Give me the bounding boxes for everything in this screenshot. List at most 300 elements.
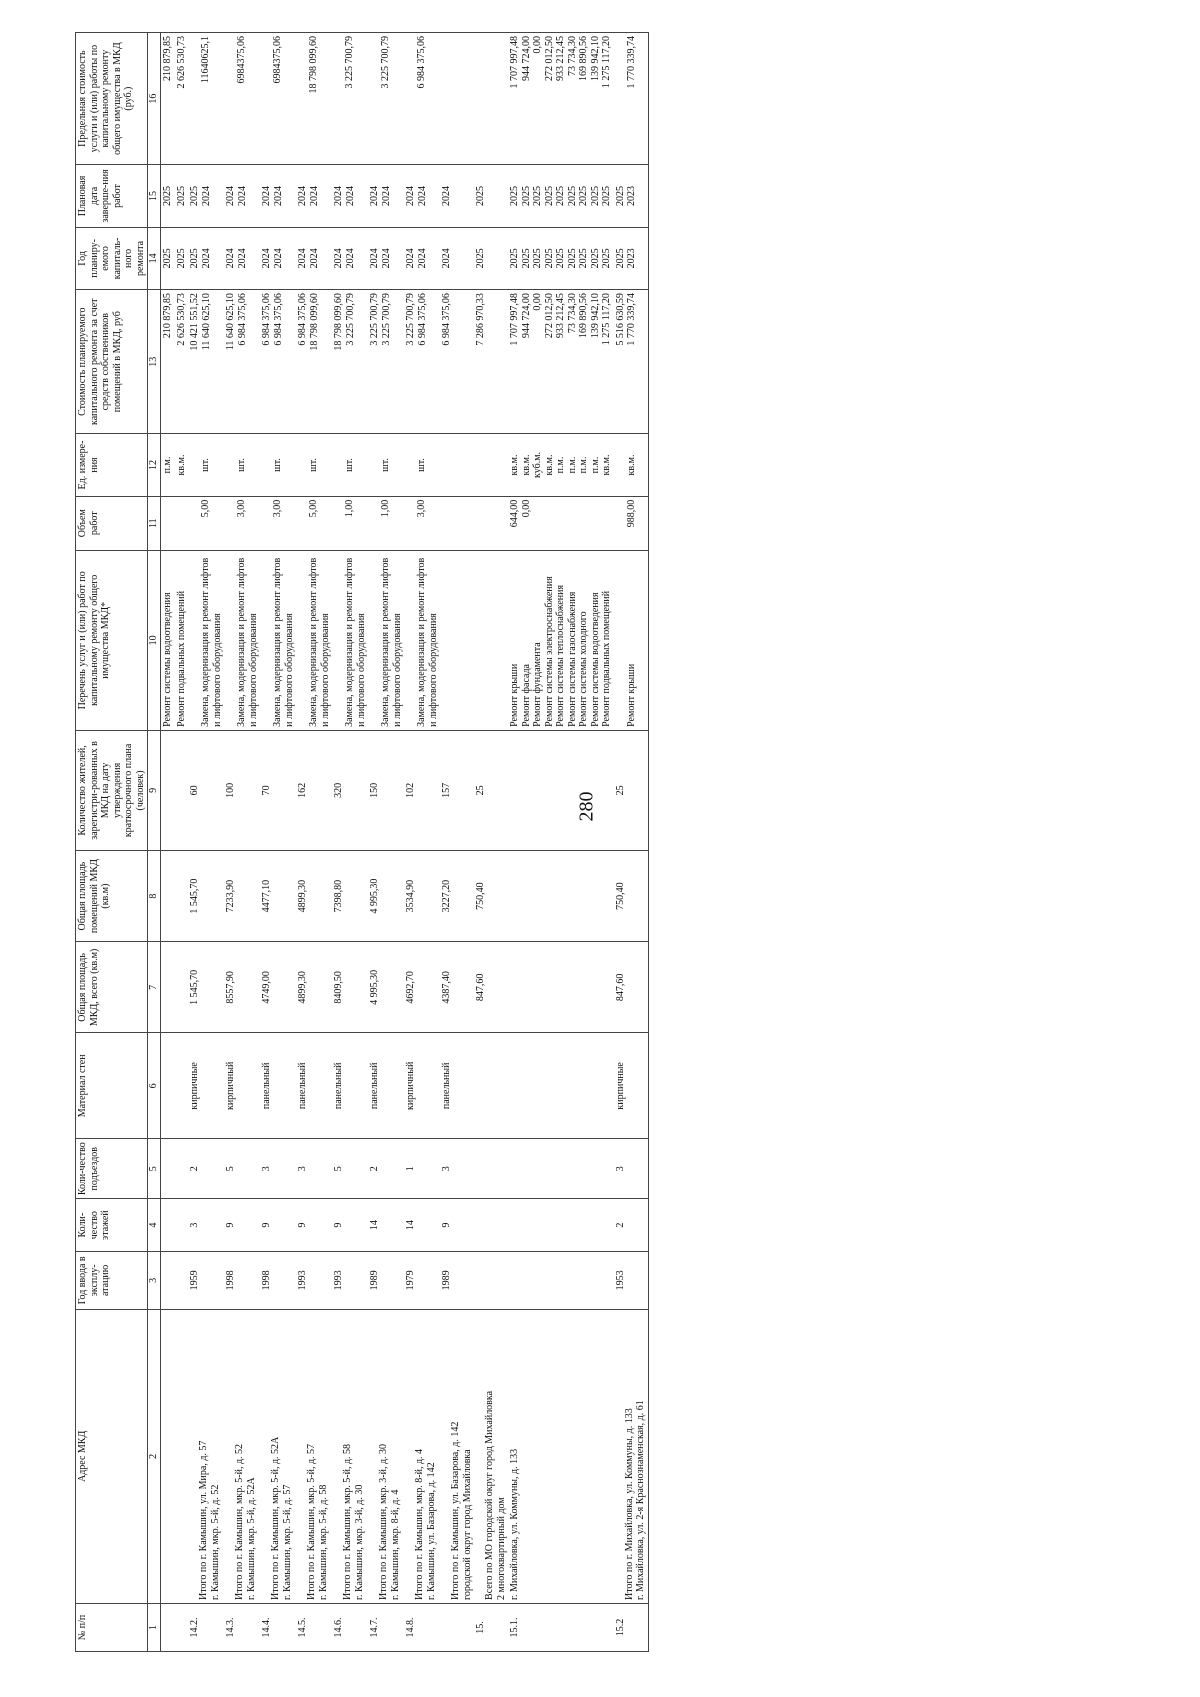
cell-line: 7 286 970,33 — [475, 293, 486, 346]
cell-res: 150 — [368, 730, 404, 850]
cell-line: 0,00 — [532, 293, 543, 311]
cell-vol — [224, 496, 260, 550]
cell-lim — [260, 33, 296, 165]
column-header: Плановая дата заверше-ния работ — [76, 165, 148, 227]
table-row — [404, 33, 440, 1652]
cell-line: 988,00 — [625, 499, 637, 528]
cell-res: 320 — [332, 730, 368, 850]
cell-cost — [260, 290, 296, 434]
cell-line: 2023 — [626, 185, 637, 206]
cell-line: 2 626 530,73 — [175, 293, 187, 346]
cell-fl — [175, 1199, 189, 1252]
cell-line: 2025 — [189, 185, 200, 206]
cell-line: п.м. — [555, 456, 566, 474]
cell-liv: 4899,30 — [296, 850, 332, 941]
cell-works — [368, 550, 404, 730]
cell-line: 2025 — [509, 185, 520, 206]
cell-vol — [332, 496, 368, 550]
cell-line: 3 225 700,79 — [344, 293, 356, 346]
cell-year: 1953 — [614, 1252, 649, 1310]
cell-works — [175, 550, 189, 730]
cell-line: 644,00 — [509, 499, 520, 528]
cell-num: 15. — [474, 1603, 508, 1651]
cell-line — [333, 500, 344, 547]
cell-addr: Итого по г. Камышин, мкр. 5-й, д. 58 г. Камышин, мкр. 3-й, д. 30 — [332, 1309, 368, 1603]
cell-line: 2024 — [225, 185, 236, 206]
cell-line — [369, 437, 380, 492]
cell-liv: 750,40 — [614, 850, 649, 941]
column-number-row — [148, 33, 161, 1652]
cell-addr: Итого по г. Камышин, мкр. 3-й, д. 30 г. Камышин, мкр. 8-й, д. 4 — [368, 1309, 404, 1603]
column-header: Общая площадь МКД, всего (кв.м) — [76, 942, 148, 1033]
cell-line: Ремонт фундамента — [532, 642, 543, 727]
cell-fl: 2 — [614, 1199, 649, 1252]
cell-line: 2025 — [189, 248, 200, 269]
page-number: 280 — [575, 791, 598, 822]
column-header: Адрес МКД — [76, 1309, 148, 1603]
cell-line: 2024 — [441, 248, 452, 269]
column-number: 11 — [148, 496, 161, 550]
cell-liv: 7398,80 — [332, 850, 368, 941]
cell-year: 1959 — [188, 1252, 224, 1310]
cell-line — [565, 500, 576, 547]
cell-line: 933 212,45 — [555, 293, 566, 339]
cell-wall: панельный — [440, 1033, 474, 1139]
cell-line: Замена, модернизация и ремонт лифтов и лифтового оборудования — [236, 557, 259, 727]
cell-line — [615, 500, 626, 547]
cell-line: 944 724,00 — [520, 36, 532, 81]
cell-line: Ремонт системы газоснабжения — [566, 591, 578, 727]
cell-line: 2025 — [614, 185, 626, 206]
cell-wall: кирпичный — [224, 1033, 260, 1139]
cell-works — [332, 550, 368, 730]
cell-res — [508, 730, 614, 850]
cell-cost — [296, 290, 332, 434]
cell-line: 18 798 099,60 — [308, 293, 320, 351]
cell-fl: 9 — [260, 1199, 296, 1252]
cell-line: Замена, модернизация и ремонт лифтов и лифтового оборудования — [344, 557, 367, 727]
cell-tot: 847,60 — [614, 942, 649, 1033]
cell-line — [297, 437, 308, 492]
cell-liv — [175, 850, 189, 941]
cell-line: Замена, модернизация и ремонт лифтов и лифтового оборудования — [200, 557, 223, 727]
cell-vol — [188, 496, 224, 550]
cell-addr: Итого по г. Михайловка, ул. Коммуны, д. 133 г. Михайловка, ул. 2-я Краснознаменская, д. 61 — [614, 1309, 649, 1603]
cell-yp — [440, 227, 474, 289]
cell-liv: 7233,90 — [224, 850, 260, 941]
cell-works — [404, 550, 440, 730]
cell-res — [161, 730, 175, 850]
cell-lim — [224, 33, 260, 165]
cell-line: 6 984 375,06 — [297, 293, 308, 346]
cell-works — [260, 550, 296, 730]
cell-cost — [175, 290, 189, 434]
cell-line: 2024 — [297, 248, 308, 269]
cell-line: 1 275 117,20 — [601, 36, 612, 89]
column-header: Год ввода в эксплу-атацию — [76, 1252, 148, 1310]
cell-line: 2025 — [614, 248, 626, 269]
cell-cost — [440, 290, 474, 434]
cell-line: 2024 — [405, 185, 416, 206]
cell-line: п.м. — [566, 456, 578, 474]
cell-yp — [296, 227, 332, 289]
cell-tot — [161, 942, 175, 1033]
cell-addr — [161, 1309, 175, 1603]
column-header: Количество жителей, зарегистри-рованных в МКД на дату утверждения краткосрочного плана (человек) — [76, 730, 148, 850]
cell-line: 2025 — [162, 248, 173, 269]
cell-wall — [508, 1033, 614, 1139]
cell-vol — [260, 496, 296, 550]
cell-cost — [224, 290, 260, 434]
cell-num: 14.2. — [188, 1603, 224, 1651]
cell-line — [189, 36, 200, 161]
cell-yd — [188, 165, 224, 227]
cell-lim — [440, 33, 474, 165]
cell-year — [508, 1252, 614, 1310]
cell-num — [175, 1603, 189, 1651]
cell-yp — [614, 227, 649, 289]
cell-line: 2024 — [272, 185, 284, 206]
cell-line: 2023 — [626, 248, 637, 269]
cell-line — [333, 554, 344, 727]
cell-ent — [508, 1139, 614, 1199]
cell-line: 2025 — [578, 248, 589, 269]
cell-year — [474, 1252, 508, 1310]
cell-line: 6 984 375,06 — [416, 293, 428, 346]
table-body — [161, 33, 649, 1652]
cell-yp — [188, 227, 224, 289]
cell-line: 2025 — [162, 185, 173, 206]
cell-line: 2024 — [261, 185, 272, 206]
cell-tot: 1 545,70 — [188, 942, 224, 1033]
cell-lim — [188, 33, 224, 165]
cell-line — [176, 500, 187, 547]
cell-num: 14.8. — [404, 1603, 440, 1651]
table-row — [224, 33, 260, 1652]
cell-line: 3 225 700,79 — [344, 36, 355, 89]
cell-line — [475, 500, 486, 547]
cell-tot: 8409,50 — [332, 942, 368, 1033]
cell-tot — [508, 942, 614, 1033]
cell-line — [369, 500, 380, 547]
cell-line: 2024 — [225, 248, 236, 269]
cell-lim — [404, 33, 440, 165]
column-number: 2 — [148, 1309, 161, 1603]
cell-line — [189, 554, 200, 727]
cell-line: 2024 — [261, 248, 272, 269]
cell-yd — [368, 165, 404, 227]
cell-vol — [175, 496, 189, 550]
cell-line: 73 734,30 — [566, 36, 578, 76]
column-number: 14 — [148, 227, 161, 289]
cell-line: Замена, модернизация и ремонт лифтов и лифтового оборудования — [416, 557, 439, 727]
cell-wall: панельный — [296, 1033, 332, 1139]
cell-line: 1,00 — [380, 499, 391, 518]
table-row — [474, 33, 508, 1652]
column-number: 12 — [148, 434, 161, 496]
cell-line — [475, 36, 486, 161]
cell-ent — [175, 1139, 189, 1199]
cell-lim — [161, 33, 175, 165]
cell-line: 6 984 375,06 — [261, 293, 272, 346]
cell-cost — [508, 290, 614, 434]
cell-year — [175, 1252, 189, 1310]
cell-line: кв.м. — [601, 454, 612, 476]
cell-line: Ремонт подвальных помещений — [175, 590, 187, 727]
column-number: 8 — [148, 850, 161, 941]
cell-year: 1989 — [368, 1252, 404, 1310]
column-header: Объем работ — [76, 496, 148, 550]
cell-res — [175, 730, 189, 850]
cell-addr: Итого по г. Камышин, мкр. 5-й, д. 52 г. Камышин, мкр. 5-й, д. 52А — [224, 1309, 260, 1603]
cell-fl: 14 — [404, 1199, 440, 1252]
cell-line: 18 798 099,60 — [333, 293, 344, 351]
cell-line: 2024 — [308, 248, 320, 269]
cell-unit — [224, 434, 260, 496]
cell-res: 162 — [296, 730, 332, 850]
cell-yp — [508, 227, 614, 289]
cell-line: 2025 — [543, 248, 555, 269]
cell-line: 2024 — [380, 248, 392, 269]
cell-line: 272 012,50 — [543, 293, 555, 339]
cell-vol — [440, 496, 474, 550]
cell-line — [615, 437, 626, 492]
cell-line: 2024 — [297, 185, 308, 206]
cell-line: 1,00 — [344, 499, 355, 518]
cell-line — [475, 437, 486, 492]
cell-unit — [368, 434, 404, 496]
cell-line — [261, 36, 272, 161]
cell-year: 1989 — [440, 1252, 474, 1310]
cell-wall — [161, 1033, 175, 1139]
column-header: Общая площадь помещений МКД (кв.м) — [76, 850, 148, 941]
cell-line — [369, 554, 380, 727]
cell-addr: Итого по г. Камышин, ул. Мира, д. 57 г. Камышин, мкр. 5-й, д. 52 — [188, 1309, 224, 1603]
cell-line: 5,00 — [308, 499, 319, 518]
cell-wall: панельный — [260, 1033, 296, 1139]
cell-unit — [175, 434, 189, 496]
column-header: Стоимость планируемого капитального ремонта за счет средств собственников помещений в МКД, руб — [76, 290, 148, 434]
cell-line: 2024 — [369, 185, 380, 206]
cell-addr: Итого по г. Камышин, ул. Базарова, д. 142 городской округ город Михайловка — [440, 1309, 474, 1603]
cell-line: 11640625,1 — [200, 36, 211, 84]
cell-line: 1 707 997,48 — [509, 293, 520, 346]
cell-line: шт. — [200, 458, 211, 472]
cell-tot: 8557,90 — [224, 942, 260, 1033]
cell-year: 1998 — [260, 1252, 296, 1310]
cell-liv: 3534,90 — [404, 850, 440, 941]
cell-line: 2024 — [380, 185, 392, 206]
cell-line: шт. — [308, 458, 319, 472]
cell-wall — [474, 1033, 508, 1139]
cell-works — [614, 550, 649, 730]
cell-line: 2025 — [475, 185, 486, 206]
cell-line: 2025 — [175, 185, 187, 206]
cell-line: 3,00 — [236, 499, 247, 518]
cell-year: 1979 — [404, 1252, 440, 1310]
cell-line: 3 225 700,79 — [405, 293, 416, 346]
cell-num: 14.3. — [224, 1603, 260, 1651]
cell-line — [225, 554, 236, 727]
cell-line: 5,00 — [200, 499, 211, 518]
cell-line: 6984375,06 — [236, 36, 247, 84]
cell-vol — [614, 496, 649, 550]
cell-tot: 4692,70 — [404, 942, 440, 1033]
cell-liv: 4477,10 — [260, 850, 296, 941]
cell-line: 2025 — [589, 248, 601, 269]
cell-line: 3 225 700,79 — [380, 293, 392, 346]
cell-line — [261, 500, 272, 547]
cell-line: 2024 — [441, 185, 452, 206]
column-header: Предельная стоимость услуги и (или) работы по капитальному ремонту общего имущества в МКД (руб.) — [76, 33, 148, 165]
cell-yd — [175, 165, 189, 227]
cell-line — [261, 437, 272, 492]
cell-line: 1 275 117,20 — [601, 293, 612, 346]
cell-vol — [404, 496, 440, 550]
column-number: 16 — [148, 33, 161, 165]
cell-line: 3,00 — [272, 499, 283, 518]
cell-wall: панельный — [332, 1033, 368, 1139]
cell-yd — [474, 165, 508, 227]
cell-line: кв.м. — [175, 454, 187, 476]
cell-line: 1 707 997,48 — [509, 36, 520, 89]
cell-line: кв.м. — [520, 454, 532, 476]
cell-line: 6 984 375,06 — [441, 293, 452, 346]
cell-line: 2025 — [555, 185, 566, 206]
cell-ent — [474, 1139, 508, 1199]
cell-line: 2024 — [416, 248, 428, 269]
cell-line: 2024 — [333, 248, 344, 269]
cell-line — [405, 437, 416, 492]
cell-line: 169 890,56 — [578, 36, 589, 81]
cell-ent — [161, 1139, 175, 1199]
cell-unit — [296, 434, 332, 496]
cell-vol — [508, 496, 614, 550]
cell-liv — [508, 850, 614, 941]
cell-liv: 4 995,30 — [368, 850, 404, 941]
column-header: Материал стен — [76, 1033, 148, 1139]
table-row — [508, 33, 614, 1652]
cell-wall: кирпичный — [404, 1033, 440, 1139]
cell-yd — [404, 165, 440, 227]
cell-res: 157 — [440, 730, 474, 850]
cell-line — [297, 554, 308, 727]
cell-line: 2024 — [200, 248, 212, 269]
cell-num: 15.1. — [508, 1603, 614, 1651]
cell-yp — [224, 227, 260, 289]
cell-ent: 2 — [368, 1139, 404, 1199]
cell-yd — [440, 165, 474, 227]
cell-line: 2025 — [175, 248, 187, 269]
cell-liv — [161, 850, 175, 941]
cell-line: 2024 — [308, 185, 320, 206]
cell-ent: 3 — [614, 1139, 649, 1199]
cell-line: 6 984 375,06 — [272, 293, 284, 346]
cell-num: 14.5. — [296, 1603, 332, 1651]
cell-line — [369, 36, 380, 161]
cell-ent: 5 — [224, 1139, 260, 1199]
cell-line: 2024 — [236, 248, 248, 269]
cell-liv: 1 545,70 — [188, 850, 224, 941]
cell-yp — [332, 227, 368, 289]
cell-num — [161, 1603, 175, 1651]
cell-line: 2024 — [333, 185, 344, 206]
cell-line — [532, 500, 543, 547]
cell-res: 100 — [224, 730, 260, 850]
cell-unit — [260, 434, 296, 496]
cell-line: 2025 — [555, 248, 566, 269]
cell-works — [161, 550, 175, 730]
cell-addr: Всего по МО городской округ город Михайловка 2 многоквартирный дом — [474, 1309, 508, 1603]
cell-line — [405, 36, 416, 161]
cell-line — [598, 500, 609, 547]
cell-res: 60 — [188, 730, 224, 850]
cell-line: Замена, модернизация и ремонт лифтов и лифтового оборудования — [380, 557, 403, 727]
cell-line: шт. — [236, 458, 247, 472]
cell-line — [189, 500, 200, 547]
cell-unit — [614, 434, 649, 496]
cell-line: 2 626 530,73 — [175, 36, 187, 89]
cell-line: 272 012,50 — [543, 36, 555, 81]
cell-fl: 9 — [332, 1199, 368, 1252]
cell-line — [333, 36, 344, 161]
cell-line: 2025 — [532, 248, 543, 269]
cell-fl — [474, 1199, 508, 1252]
cell-lim — [614, 33, 649, 165]
cell-line: 2024 — [369, 248, 380, 269]
cell-line — [261, 554, 272, 727]
cell-ent: 1 — [404, 1139, 440, 1199]
cell-ent: 5 — [332, 1139, 368, 1199]
cell-yd — [332, 165, 368, 227]
cell-num: 14.6. — [332, 1603, 368, 1651]
column-number: 7 — [148, 942, 161, 1033]
column-header: Перечень услуг и (или) работ по капитальному ремонту общего имущества МКД* — [76, 550, 148, 730]
repair-plan-table — [75, 32, 649, 1652]
cell-line: 2024 — [344, 185, 356, 206]
column-header: № п/п — [76, 1603, 148, 1651]
cell-line: 2025 — [589, 185, 601, 206]
cell-year — [161, 1252, 175, 1310]
cell-unit — [332, 434, 368, 496]
column-number: 13 — [148, 290, 161, 434]
cell-lim — [296, 33, 332, 165]
cell-line: 2025 — [532, 185, 543, 206]
cell-works — [296, 550, 332, 730]
cell-res: 25 — [614, 730, 649, 850]
cell-line: 210 879,85 — [162, 293, 173, 339]
cell-fl: 9 — [440, 1199, 474, 1252]
cell-line — [441, 437, 452, 492]
cell-line: 169 890,56 — [578, 293, 589, 339]
cell-line: шт. — [272, 458, 283, 472]
cell-ent: 3 — [296, 1139, 332, 1199]
cell-yp — [474, 227, 508, 289]
header-row — [76, 33, 148, 1652]
cell-line — [543, 500, 554, 547]
cell-yp — [161, 227, 175, 289]
cell-line: 6984375,06 — [272, 36, 283, 84]
cell-yp — [368, 227, 404, 289]
cell-works — [440, 550, 474, 730]
cell-line: п.м. — [589, 456, 601, 474]
cell-tot — [175, 942, 189, 1033]
cell-line — [225, 437, 236, 492]
cell-yd — [296, 165, 332, 227]
cell-cost — [474, 290, 508, 434]
cell-line: 2024 — [200, 185, 212, 206]
cell-tot: 4899,30 — [296, 942, 332, 1033]
